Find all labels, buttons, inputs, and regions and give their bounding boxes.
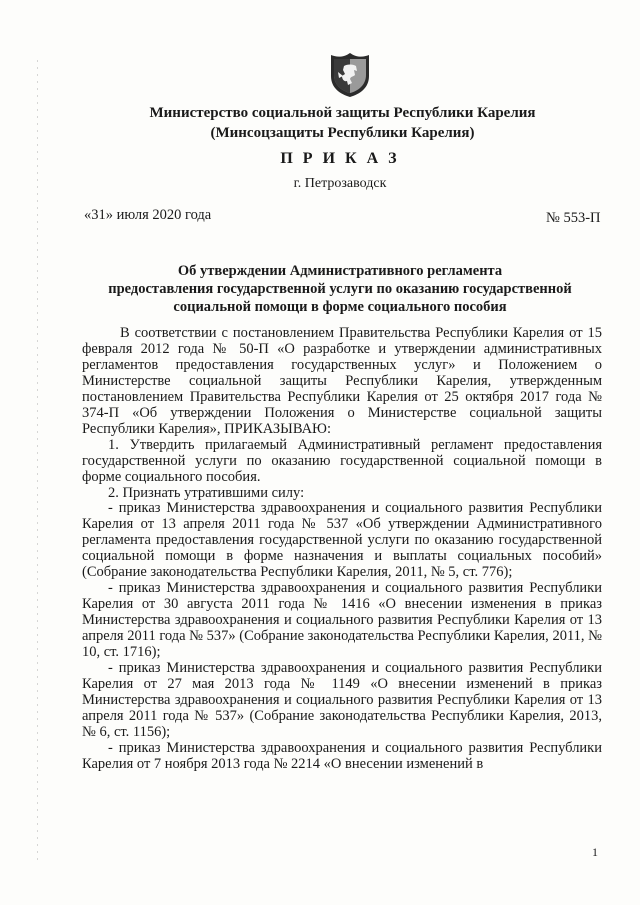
ministry-name <box>110 103 575 143</box>
repealed-order-item: - приказ Министерства здравоохранения и социального развития Республики Карелия от 13 апреля 2011 года № 537 «Об утверждении Административного регламента предоставления государственной услуги по оказанию государственной социальной помощи в форме назначения и выплаты социальных пособий» (Собрание законодательства Республики Карелия, 2011, № 5, ст. 776); <box>82 500 602 581</box>
repealed-order-item: - приказ Министерства здравоохранения и социального развития Республики Карелия от 27 мая 2013 года № 1149 «О внесении изменений в приказ Министерства здравоохранения и социального развития Республики Карелия от 13 апреля 2011 года № 537» (Собрание законодательства Республики Карелия, 2013, № 6, ст. 1156); <box>82 660 602 740</box>
repealed-order-item: - приказ Министерства здравоохранения и социального развития Республики Карелия от 7 ноября 2013 года № 2214 «О внесении изменений в <box>82 739 602 772</box>
subject-line: предоставления государственной услуги по оказанию государственной <box>108 281 572 297</box>
subject-line: Об утверждении Административного регламента <box>177 263 503 279</box>
document-number: № 553-П <box>546 210 601 226</box>
city: г. Петрозаводск <box>293 176 387 191</box>
subject-line: социальной помощи в форме социального пособия <box>173 299 507 315</box>
item-1-paragraph: 1. Утвердить прилагаемый Административный регламент предоставления государственной услуги по оказанию государственной социальной помощи в форме социального пособия. <box>82 436 602 485</box>
document-body <box>82 326 602 773</box>
preamble-paragraph: В соответствии с постановлением Правительства Республики Карелия от 15 февраля 2012 года № 50-П «О разработке и утверждении административных регламентов предоставления государственных услуг» и Положением о Министерстве социальной защиты Республики Карелия, утвержденным постановлением Правительства Республики Карелия от 25 октября 2017 года № 374-П «Об утверждении Положения о Министерстве социальной защиты Республики Карелия», ПРИКАЗЫВАЮ: <box>82 325 602 437</box>
repealed-order-item: - приказ Министерства здравоохранения и социального развития Республики Карелия от 30 августа 2011 года № 1416 «О внесении изменения в приказ Министерства здравоохранения и социального развития Республики Карелия от 13 апреля 2011 года № 537» (Собрание законодательства Республики Карелия, 2011, № 10, ст. 1716); <box>82 580 602 661</box>
document-type-title: П Р И К А З <box>280 150 400 167</box>
page-number: 1 <box>592 845 598 859</box>
ministry-name-line: Министерство социальной защиты Республики Карелия <box>149 105 536 121</box>
ministry-short-name: (Минсоцзащиты Республики Карелия) <box>210 125 475 141</box>
document-subject <box>80 262 600 316</box>
karelia-coat-of-arms-icon <box>330 52 370 98</box>
document-date: «31» июля 2020 года <box>84 207 212 223</box>
item-2-paragraph: 2. Признать утратившими силу: <box>108 484 305 501</box>
